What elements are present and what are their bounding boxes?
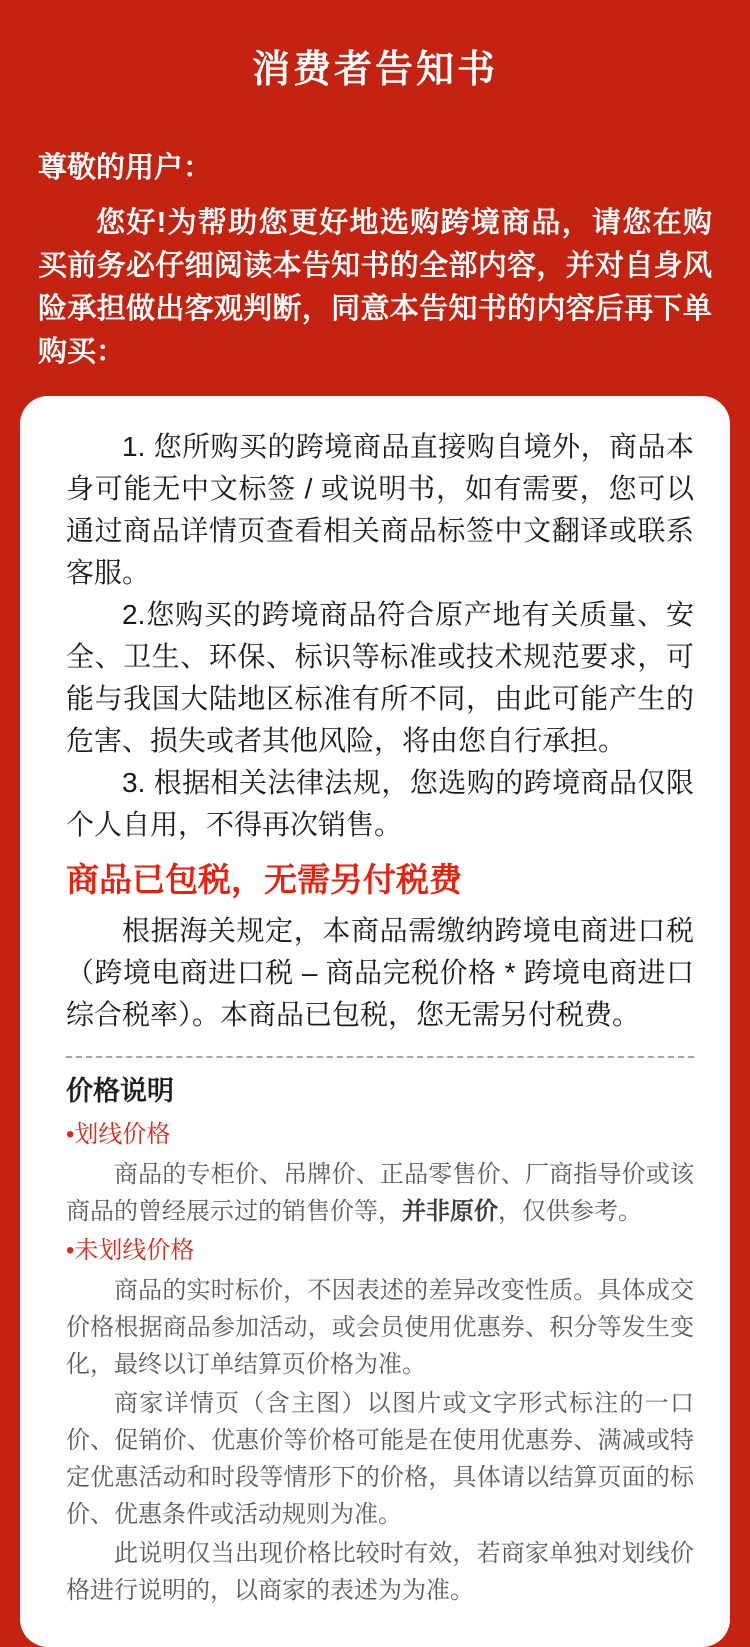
strikethrough-price-label: •划线价格 xyxy=(66,1121,171,1148)
page-title: 消费者告知书 xyxy=(251,49,498,91)
realtime-price-paragraph: 商品的实时标价，不因表述的差异改变性质。具体成交价格根据商品参加活动，或会员使用优惠券、积分等发生变化，最终以订单结算页价格为准。 xyxy=(66,1277,694,1378)
strikethrough-price-paragraph xyxy=(66,1156,694,1230)
price-comparison-paragraph: 此说明仅当出现价格比较时有效，若商家单独对划线价格进行说明的，以商家的表述为为准。 xyxy=(66,1540,694,1604)
tax-paragraph: 根据海关规定，本商品需缴纳跨境电商进口税（跨境电商进口税 – 商品完税价格 * 跨境电商进口综合税率）。本商品已包税，您无需另付税费。 xyxy=(66,915,694,1030)
strikethrough-price-text: 商品的专柜价、吊牌价、正品零售价、厂商指导价或该商品的曾经展示过的销售价等， xyxy=(66,1161,694,1225)
strikethrough-price-tail: ，仅供参考。 xyxy=(498,1198,642,1225)
price-section-title: 价格说明 xyxy=(66,1076,174,1106)
tax-included-title: 商品已包税，无需另付税费 xyxy=(66,861,462,898)
merchant-detail-paragraph: 商家详情页（含主图）以图片或文字形式标注的一口价、促销价、优惠价等价格可能是在使用优惠券、满减或特定优惠活动和时段等情形下的价格，具体请以结算页面的标价、优惠条件或活动规则为准。 xyxy=(66,1390,694,1528)
intro-paragraph: 您好!为帮助您更好地选购跨境商品，请您在购买前务必仔细阅读本告知书的全部内容，并对自身风险承担做出客观判断，同意本告知书的内容后再下单购买： xyxy=(38,207,712,368)
notice-card xyxy=(20,396,730,1647)
notice-item-1: 1. 您所购买的跨境商品直接购自境外，商品本身可能无中文标签 / 或说明书，如有需要，您可以通过商品详情页查看相关商品标签中文翻译或联系客服。 xyxy=(66,431,694,588)
notice-item-3: 3. 根据相关法律法规，您选购的跨境商品仅限个人自用，不得再次销售。 xyxy=(66,767,694,840)
strikethrough-price-emphasis: 并非原价 xyxy=(402,1198,498,1225)
section-divider xyxy=(66,1056,694,1058)
unmarked-price-label: •未划线价格 xyxy=(66,1237,195,1264)
consumer-notice-header xyxy=(0,0,750,374)
salutation: 尊敬的用户： xyxy=(38,152,213,184)
notice-item-2: 2.您购买的跨境商品符合原产地有关质量、安全、卫生、环保、标识等标准或技术规范要求，可能与我国大陆地区标准有所不同，由此可能产生的危害、损失或者其他风险，将由您自行承担。 xyxy=(66,599,694,756)
